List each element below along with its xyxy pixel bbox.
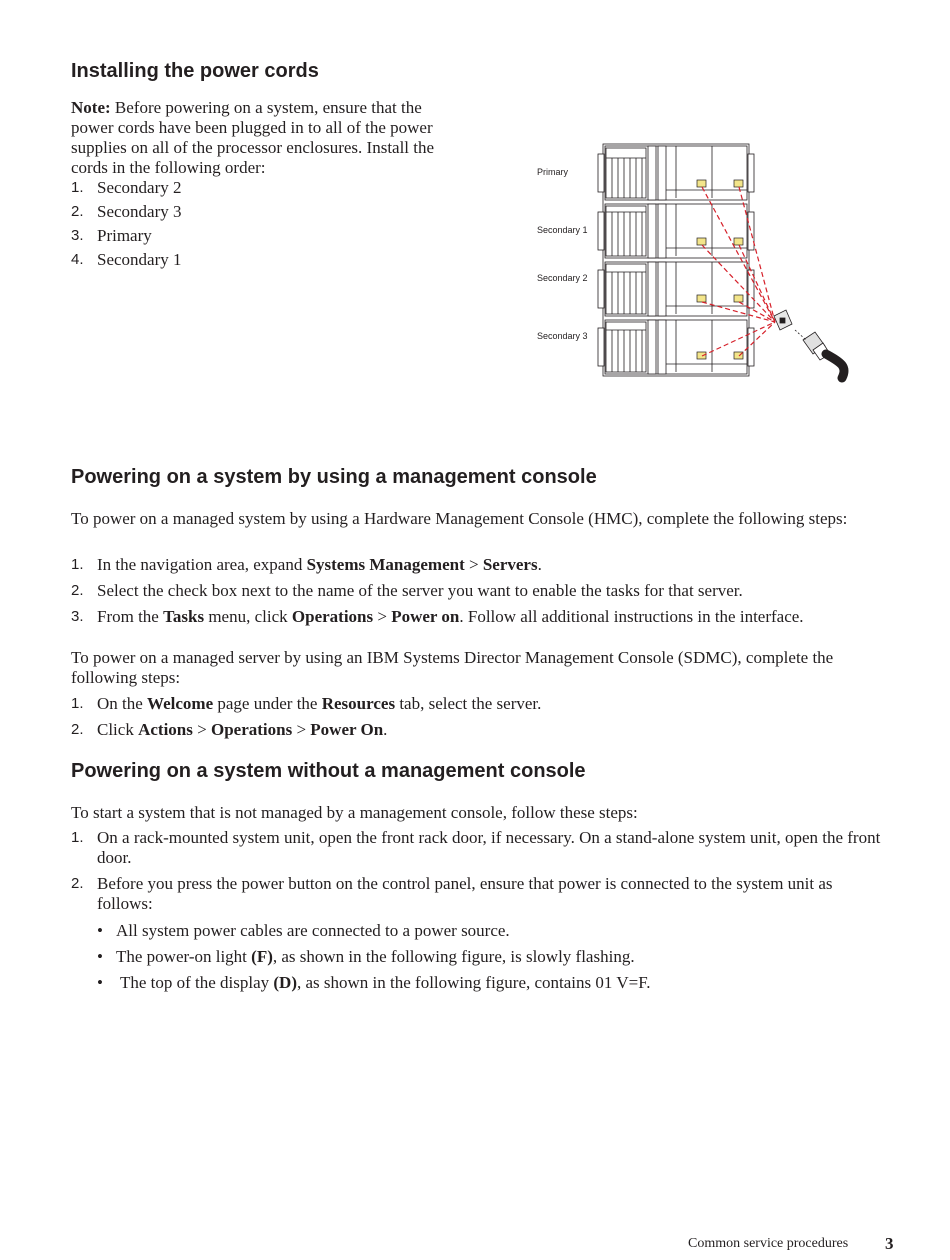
power-cord-order-list <box>71 178 456 274</box>
figure-label-primary: Primary <box>537 167 568 177</box>
note-text: Before powering on a system, ensure that the power cords have been plugged in to all of the power supplies on all of the processor enclosures. Install the cords in the following order: <box>71 98 435 177</box>
power-check-bullets <box>97 921 897 999</box>
figure-label-secondary-3: Secondary 3 <box>537 331 588 341</box>
figure-label-secondary-2: Secondary 2 <box>537 273 588 283</box>
list-item: 1. On the Welcome page under the Resources tab, select the server. <box>71 694 542 713</box>
list-item: 3. Primary <box>71 226 152 245</box>
sdmc-intro: To power on a managed server by using an IBM Systems Director Management Console (SDMC), complete the following steps: <box>71 648 834 687</box>
list-item: • The top of the display (D), as shown in the following figure, contains 01 V=F. <box>97 973 651 992</box>
list-item: • The power-on light (F), as shown in the following figure, is slowly flashing. <box>97 947 635 966</box>
hmc-steps-list <box>71 555 911 633</box>
note-paragraph <box>71 98 456 178</box>
no-console-steps-list <box>71 828 891 920</box>
footer-text: Common service procedures <box>688 1236 849 1251</box>
note-label: Note: <box>71 98 111 117</box>
no-console-intro: To start a system that is not managed by a management console, follow these steps: <box>71 803 638 822</box>
list-item: 1. On a rack-mounted system unit, open the front rack door, if necessary. On a stand-alone system unit, open the front door. <box>71 828 881 867</box>
list-item: 4. Secondary 1 <box>71 250 182 269</box>
list-item: 3. From the Tasks menu, click Operations > Power on. Follow all additional instructions in the interface. <box>71 607 804 626</box>
list-item: 1. In the navigation area, expand Systems Management > Servers. <box>71 555 542 574</box>
section-heading-without-console: Powering on a system without a management console <box>71 760 586 782</box>
hmc-intro: To power on a managed system by using a Hardware Management Console (HMC), complete the following steps: <box>71 509 848 528</box>
list-item: 2. Select the check box next to the name of the server you want to enable the tasks for that server. <box>71 581 743 600</box>
list-item: 2. Before you press the power button on the control panel, ensure that power is connected to the system unit as follows: <box>71 874 833 913</box>
section-heading-power-cords: Installing the power cords <box>71 60 319 82</box>
figure-label-secondary-1: Secondary 1 <box>537 225 588 235</box>
section-heading-management-console: Powering on a system by using a management console <box>71 466 597 488</box>
page-number: 3 <box>885 1234 894 1253</box>
power-cord-figure <box>530 140 860 390</box>
sdmc-steps-list <box>71 694 911 746</box>
list-item: 1. Secondary 2 <box>71 178 182 197</box>
list-item: • All system power cables are connected to a power source. <box>97 921 510 940</box>
list-item: 2. Secondary 3 <box>71 202 182 221</box>
list-item: 2. Click Actions > Operations > Power On. <box>71 720 388 739</box>
